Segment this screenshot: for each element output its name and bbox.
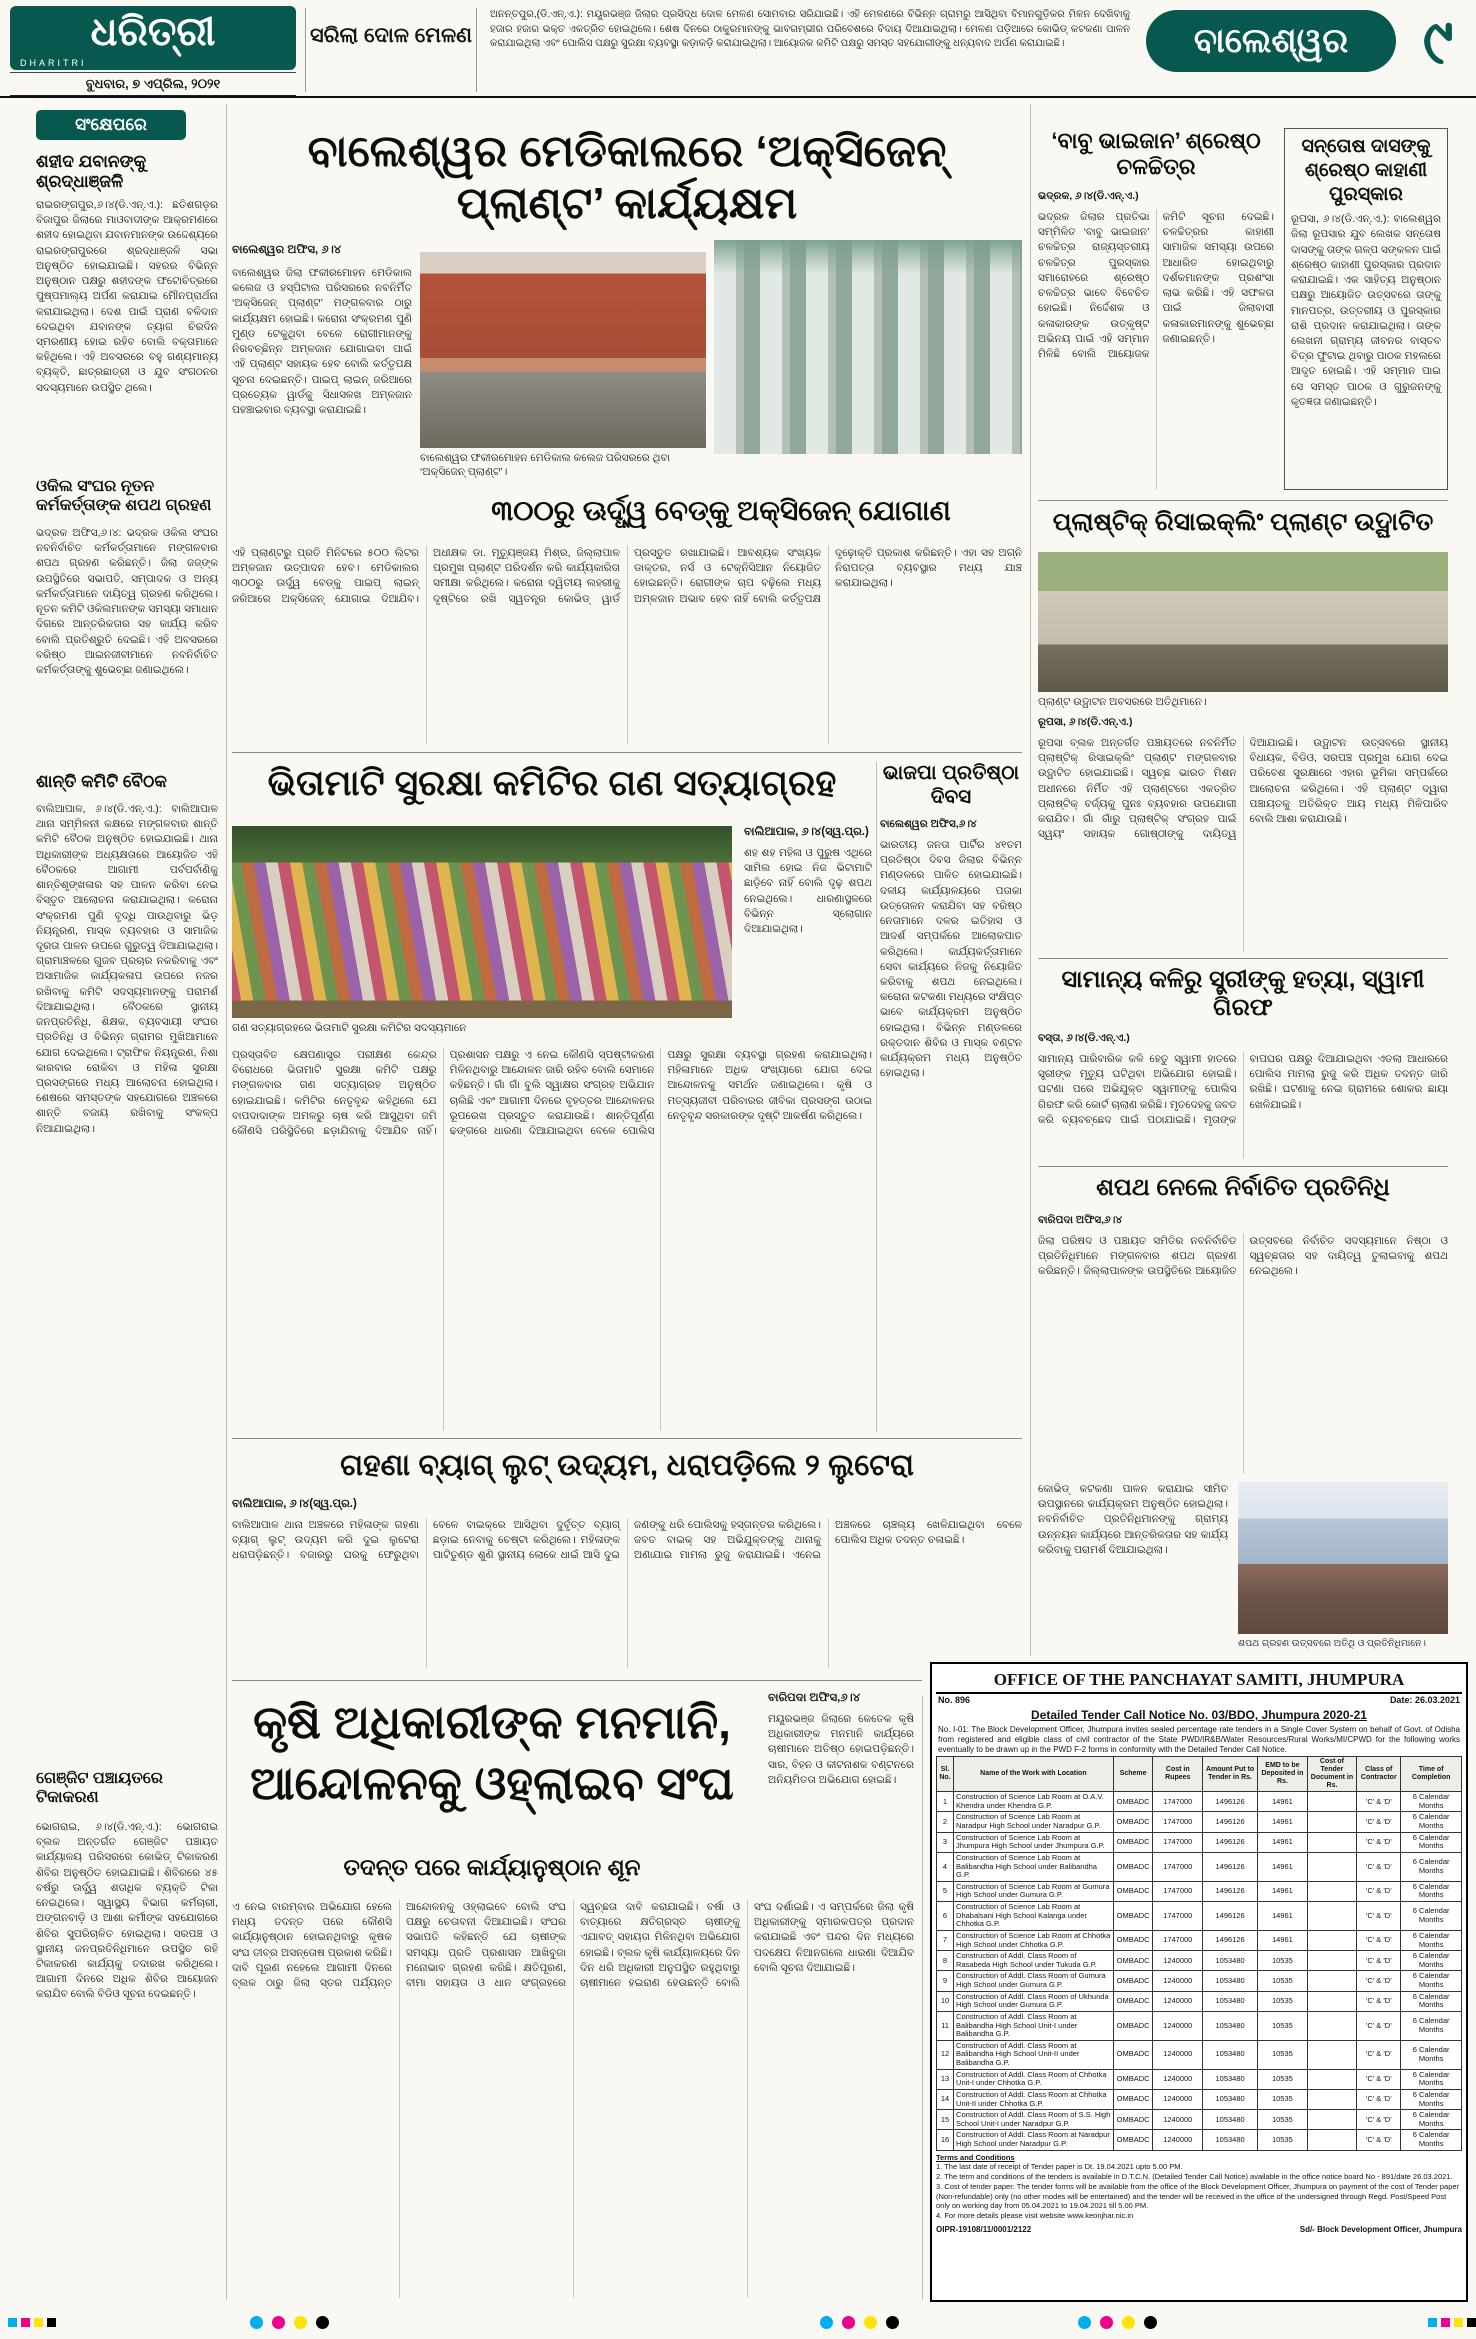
tender-table-cell: 5 bbox=[937, 1881, 954, 1901]
tender-table-cell: 16 bbox=[937, 2130, 954, 2150]
plastic-body: ରୂପସା ବ୍ଲକ ଅନ୍ତର୍ଗତ ପଞ୍ଚାୟତରେ ନବନିର୍ମିତ ପ୍ଲାଷ୍ଟିକ୍ ରିସାଇକ୍ଲିଂ ପ୍ଲାଣ୍ଟ ମଙ୍ଗଳବାର ଉଦ୍ଘାଟିତ ହୋଇଯାଇଛି। ସ୍ୱଚ୍ଛ ଭାରତ ମିଶନ ଅଧୀନରେ ନିର୍ମିତ ଏହି ପ୍ଲାଣ୍ଟରେ ଏକତ୍ରିତ ପ୍ଲାଷ୍ଟିକ୍ ବର୍ଜ୍ୟକୁ ପୁନଃ ବ୍ୟବହାର ଉପଯୋଗୀ କରାଯିବ। ଗାଁ ଗାଁରୁ ପ୍ଲାଷ୍ଟିକ୍ ସଂଗ୍ରହ ପାଇଁ ସ୍ୱୟଂ ସହାୟକ ଗୋଷ୍ଠୀଙ୍କୁ ଦାୟିତ୍ୱ ଦିଆଯାଇଛି। ଉଦ୍ଘାଟନ ଉତ୍ସବରେ ସ୍ଥାନୀୟ ବିଧାୟକ, ବିଡିଓ, ସରପଞ୍ଚ ପ୍ରମୁଖ ଯୋଗ ଦେଇ ପରିବେଶ ସୁରକ୍ଷାରେ ଏହାର ଭୂମିକା ସମ୍ପର୍କରେ ଆଲୋଚନା କରିଥିଲେ। ଏହି ପ୍ଲାଣ୍ଟ ଦ୍ୱାରା ପଞ୍ଚାୟତକୁ ଅତିରିକ୍ତ ଆୟ ମଧ୍ୟ ମିଳିପାରିବ ବୋଲି ଆଶା କରାଯାଉଛି। bbox=[1038, 737, 1448, 841]
page-number: ୯ bbox=[1422, 8, 1454, 77]
krushi-headline: କୃଷି ଅଧିକାରୀଙ୍କ ମନମାନି, ଆନ୍ଦୋଳନକୁ ଓହ୍ଲାଇବ ସଂଘ bbox=[250, 1696, 734, 1809]
gahana-headline: ଗହଣା ବ୍ୟାଗ୍ ଲୁଟ୍ ଉଦ୍ୟମ, ଧରାପଡ଼ିଲେ ୨ ଲୁଟେରା bbox=[340, 1449, 914, 1482]
tender-table-cell: 1496126 bbox=[1203, 1852, 1258, 1881]
divider bbox=[232, 752, 1022, 753]
tender-table-cell bbox=[1307, 2110, 1357, 2130]
tender-table-cell: 1053480 bbox=[1203, 1951, 1258, 1971]
tender-term: 3. Cost of tender paper: The tender forms will be available from the office of the Block Development Officer, Jhumpura on payment of the cost of Tender paper (Non-refundable) only (no other modes will be entertained) and the tender will be received in the office of the undersigned through Regd. Post/Speed Post only on working day from 05.04.2021 to 19.04.2021 till 5.00 PM. bbox=[936, 2181, 1460, 2211]
yellow-mark bbox=[1122, 2316, 1135, 2329]
tender-table-row bbox=[937, 2040, 1462, 2069]
tender-table-cell: 12 bbox=[937, 2040, 954, 2069]
tender-table-cell: OMBADC bbox=[1113, 1951, 1153, 1971]
tender-table-cell: Construction of Addl. Class Room of Ukhunda High School under Gumura G.P. bbox=[954, 1991, 1114, 2011]
sidebar-item-headline: ଶାନ୍ତି କମିଟି ବୈଠକ bbox=[36, 772, 167, 791]
tender-column-header: Name of the Work with Location bbox=[954, 1757, 1114, 1792]
tender-table-row bbox=[937, 1902, 1462, 1931]
tender-table-cell: Construction of Addl. Class Room of Gumura High School under Gumura G.P. bbox=[954, 1971, 1114, 1991]
tender-table-cell: Construction of Addl. Class Room at Balibandha High School Unit-II under Balibandha G.P. bbox=[954, 2040, 1114, 2069]
black-mark bbox=[1144, 2316, 1157, 2329]
main-article-body-continued: ଏହି ପ୍ଲାଣ୍ଟରୁ ପ୍ରତି ମିନିଟରେ ୫୦୦ ଲିଟର ଅମ୍ଳଜାନ ଉତ୍ପାଦନ ହେବ। ମେଡିକାଲର ୩୦୦ରୁ ଊର୍ଦ୍ଧ୍ୱ ବେଡ୍‌କୁ ପାଇପ୍ ଲାଇନ୍ ଜରିଆରେ ଅକ୍ସିଜେନ୍ ଯୋଗାଇ ଦିଆଯିବ। ଅଧୀକ୍ଷକ ଡା. ମୃତ୍ୟୁଞ୍ଜୟ ମିଶ୍ର, ଜିଲ୍ଲାପାଳ ପ୍ରମୁଖ ପ୍ଲାଣ୍ଟ ପରିଦର୍ଶନ କରି କାର୍ଯ୍ୟକାରିତା ସମୀକ୍ଷା କରିଥିଲେ। କରୋନା ଦ୍ୱିତୀୟ ଲହରୀକୁ ଦୃଷ୍ଟିରେ ରଖି ସ୍ୱତନ୍ତ୍ର କୋଭିଡ୍ ୱାର୍ଡ ପ୍ରସ୍ତୁତ ରଖାଯାଇଛି। ଆବଶ୍ୟକ ସଂଖ୍ୟକ ଡାକ୍ତର, ନର୍ସ ଓ ଟେକ୍ନିସିଆନ ନିୟୋଜିତ ହୋଇଛନ୍ତି। ରୋଗୀଙ୍କ ଚାପ ବଢ଼ିଲେ ମଧ୍ୟ ଅମ୍ଳଜାନ ଅଭାବ ହେବ ନାହିଁ ବୋଲି କର୍ତ୍ତୃପକ୍ଷ ଦୃଢ଼ୋକ୍ତି ପ୍ରକାଶ କରିଛନ୍ତି। ଏହା ସହ ଅଗ୍ନି ନିରାପତ୍ତା ବ୍ୟବସ୍ଥାର ମଧ୍ୟ ଯାଞ୍ଚ କରାଯାଇଥିଲା। bbox=[232, 547, 1022, 605]
tender-column-header: Sl. No. bbox=[937, 1757, 954, 1792]
tender-table-cell: 14961 bbox=[1258, 1930, 1308, 1950]
tender-table-cell: 10 bbox=[937, 1991, 954, 2011]
tender-table-cell: 13 bbox=[937, 2069, 954, 2089]
tender-table-cell: 'C' & 'D' bbox=[1357, 1991, 1401, 2011]
sidebar-item-headline: ଶହୀଦ ଯବାନଙ୍କୁ ଶ୍ରଦ୍ଧାଞ୍ଜଳି bbox=[36, 152, 147, 192]
tender-table-cell: Construction of Addl. Class Room of S.S. High School Unit-I under Naradpur G.P. bbox=[954, 2110, 1114, 2130]
divider bbox=[1038, 1166, 1448, 1167]
satyagraha-body-continued: ପ୍ରସ୍ତାବିତ କ୍ଷେପଣାସ୍ତ୍ର ପରୀକ୍ଷଣ କେନ୍ଦ୍ର ବିରୋଧରେ ଭିତାମାଟି ସୁରକ୍ଷା କମିଟି ପକ୍ଷରୁ ମଙ୍ଗଳବାର ଗଣ ସତ୍ୟାଗ୍ରହ ଅନୁଷ୍ଠିତ ହୋଇଯାଇଛି। କମିଟିର ନେତୃବୃନ୍ଦ କହିଥିଲେ ଯେ ବାପଦାଦାଙ୍କ ଅମଳରୁ ଚାଷ କରି ଆସୁଥିବା ଜମି କୌଣସି ପରିସ୍ଥିତିରେ ଛଡ଼ାଯିବାକୁ ଦିଆଯିବ ନାହିଁ। ପ୍ରଶାସନ ପକ୍ଷରୁ ଏ ନେଇ କୌଣସି ସ୍ପଷ୍ଟୀକରଣ ମିଳିନଥିବାରୁ ଆନ୍ଦୋଳନ ଜାରି ରହିବ ବୋଲି ସେମାନେ କହିଛନ୍ତି। ଗାଁ ଗାଁ ବୁଲି ସ୍ୱାକ୍ଷର ସଂଗ୍ରହ ଅଭିଯାନ ଚାଲିଛି ଏବଂ ଆଗାମୀ ଦିନରେ ବୃହତ୍ତର ଆନ୍ଦୋଳନର ରୂପରେଖ ପ୍ରସ୍ତୁତ କରାଯାଉଛି। ଶାନ୍ତିପୂର୍ଣ୍ଣ ଢଙ୍ଗରେ ଧାରଣା ଦିଆଯାଇଥିବା ବେଳେ ପୋଲିସ ପକ୍ଷରୁ ସୁରକ୍ଷା ବ୍ୟବସ୍ଥା ଗ୍ରହଣ କରାଯାଇଥିଲା। ମହିଳାମାନେ ଅଧିକ ସଂଖ୍ୟାରେ ଯୋଗ ଦେଇ ଆନ୍ଦୋଳନକୁ ସମର୍ଥନ ଜଣାଇଥିଲେ। କୃଷି ଓ ମତ୍ସ୍ୟଜୀବୀ ପରିବାରର ଜୀବିକା ପ୍ରସଙ୍ଗ ଉଠାଇ ନେତୃବୃନ୍ଦ ସରକାରଙ୍କ ଦୃଷ୍ଟି ଆକର୍ଷଣ କରିଥିଲେ। bbox=[232, 1049, 872, 1138]
tender-table-cell: OMBADC bbox=[1113, 2011, 1153, 2040]
tender-date: Date: 26.03.2021 bbox=[1389, 1695, 1460, 1705]
oath-dateline: ବାରିପଦା ଅଫିସ,୬।୪ bbox=[1038, 1214, 1123, 1226]
sidebar-item-body: ବାଲିଆପାଳ, ୬।୪(ଡି.ଏନ୍.ଏ.): ବାଲିଆପାଳ ଥାନା ସମ୍ମିଳନୀ କକ୍ଷରେ ମଙ୍ଗଳବାର ଶାନ୍ତି କମିଟି ବୈଠକ ଅନୁଷ୍ଠିତ ହୋଇଯାଇଛି। ଥାନା ଅଧିକାରୀଙ୍କ ଅଧ୍ୟକ୍ଷତାରେ ଆୟୋଜିତ ଏହି ବୈଠକରେ ଆଗାମୀ ପର୍ବପର୍ବାଣିକୁ ଶାନ୍ତିଶୃଙ୍ଖଳାର ସହ ପାଳନ କରିବା ନେଇ ବିସ୍ତୃତ ଆଲୋଚନା କରାଯାଇଥିଲା। କରୋନା ସଂକ୍ରମଣ ପୁଣି ବୃଦ୍ଧି ପାଉଥିବାରୁ ଭିଡ଼ ନିୟନ୍ତ୍ରଣ, ମାସ୍କ ବ୍ୟବହାର ଓ ସାମାଜିକ ଦୂରତା ପାଳନ ଉପରେ ଗୁରୁତ୍ୱ ଦିଆଯାଇଥିଲା। ଗ୍ରାମାଞ୍ଚଳରେ ଗୁଜବ ପ୍ରଚାର ନକରିବାକୁ ଏବଂ ଅସାମାଜିକ କାର୍ଯ୍ୟକଳାପ ଉପରେ ନଜର ରଖିବାକୁ କମିଟି ସଦସ୍ୟମାନଙ୍କୁ ପରାମର୍ଶ ଦିଆଯାଇଥିଲା। ବୈଠକରେ ସ୍ଥାନୀୟ ଜନପ୍ରତିନିଧି, ଶିକ୍ଷକ, ବ୍ୟବସାୟୀ ସଂଘର ପ୍ରତିନିଧି ଓ ବିଭିନ୍ନ ଗ୍ରାମର ମୁଖିଆମାନେ ଯୋଗ ଦେଇଥିଲେ। ଟ୍ରାଫିକ ନିୟନ୍ତ୍ରଣ, ନିଶା କାରବାର ରୋକିବା ଓ ମହିଳା ସୁରକ୍ଷା ପ୍ରସଙ୍ଗରେ ମଧ୍ୟ ଆଲୋଚନା ହୋଇଥିଲା। ଶେଷରେ ସମସ୍ତଙ୍କ ସହଯୋଗରେ ଅଞ୍ଚଳରେ ଶାନ୍ତି ବଜାୟ ରଖିବାକୁ ସଂକଳ୍ପ ନିଆଯାଇଥିଲା। bbox=[36, 803, 218, 1135]
sidebar-item-headline: ଗେଞ୍ଜିଟ ପଞ୍ଚାୟତରେ ଟିକାକରଣ bbox=[36, 1770, 163, 1806]
tender-table-cell: 'C' & 'D' bbox=[1357, 1971, 1401, 1991]
tender-table-cell bbox=[1307, 1832, 1357, 1852]
babu-dateline: ଭଦ୍ରକ, ୬।୪(ଡି.ଏନ୍.ଏ.) bbox=[1038, 190, 1139, 202]
tender-table-cell: 6 Calendar Months bbox=[1401, 1881, 1462, 1901]
tender-table-cell: 1 bbox=[937, 1792, 954, 1812]
tender-table-cell: 1747000 bbox=[1153, 1852, 1203, 1881]
award-headline: ସନ୍ତୋଷ ଦାସଙ୍କୁ ଶ୍ରେଷ୍ଠ କାହାଣୀ ପୁରସ୍କାର bbox=[1301, 136, 1431, 205]
tender-table-cell: 1240000 bbox=[1153, 2040, 1203, 2069]
oath-ceremony-photo bbox=[1238, 1482, 1448, 1634]
tender-table-row bbox=[937, 1971, 1462, 1991]
murder-body: ସାମାନ୍ୟ ପାରିବାରିକ କଳି ହେତୁ ସ୍ୱାମୀ ହାତରେ ସ୍ତ୍ରୀଙ୍କ ମୃତ୍ୟୁ ଘଟିଥିବା ଅଭିଯୋଗ ହୋଇଛି। ଘଟଣା ପରେ ଅଭିଯୁକ୍ତ ସ୍ୱାମୀଙ୍କୁ ପୋଲିସ ଗିରଫ କରି କୋର୍ଟ ଚାଲାଣ କରିଛି। ମୃତଦେହକୁ ଜବତ କରି ବ୍ୟବଚ୍ଛେଦ ପାଇଁ ପଠାଯାଇଛି। ମୃତାଙ୍କ ବାପଘର ପକ୍ଷରୁ ଦିଆଯାଇଥିବା ଏତଲା ଆଧାରରେ ପୋଲିସ ମାମଲା ରୁଜୁ କରି ଅଧିକ ତଦନ୍ତ ଜାରି ରଖିଛି। ଘଟଣାକୁ ନେଇ ଗ୍ରାମରେ ଶୋକର ଛାୟା ଖେଳିଯାଇଛି। bbox=[1038, 1053, 1448, 1126]
divider bbox=[232, 1438, 1022, 1439]
tender-table-cell: 1747000 bbox=[1153, 1930, 1203, 1950]
yellow-mark bbox=[294, 2316, 307, 2329]
medical-college-photo bbox=[420, 252, 706, 448]
tender-table-cell: 2 bbox=[937, 1812, 954, 1832]
tender-table-cell: 'C' & 'D' bbox=[1357, 1930, 1401, 1950]
medical-college-photo-caption: ବାଲେଶ୍ୱର ଫକୀରମୋହନ ମେଡିକାଲ କଲେଜ ପରିସରରେ ଥିବା ‘ଅକ୍ସିଜେନ୍ ପ୍ଲାଣ୍ଟ’। bbox=[420, 452, 671, 478]
murder-dateline: ବସ୍ତା, ୬।୪(ଡି.ଏନ୍.ଏ.) bbox=[1038, 1032, 1130, 1044]
tender-table-row bbox=[937, 1852, 1462, 1881]
tender-table-cell bbox=[1307, 2069, 1357, 2089]
magenta-mark bbox=[272, 2316, 285, 2329]
cyan-mark bbox=[250, 2316, 263, 2329]
krushi-body-continued: ଏ ନେଇ ବାରମ୍ବାର ଅଭିଯୋଗ ହେଲେ ମଧ୍ୟ ତଦନ୍ତ ପରେ କୌଣସି କାର୍ଯ୍ୟାନୁଷ୍ଠାନ ହୋଇନଥିବାରୁ କୃଷକ ସଂଘ ତୀବ୍ର ଅସନ୍ତୋଷ ପ୍ରକାଶ କରିଛି। ଦାବି ପୂରଣ ନହେଲେ ଆଗାମୀ ଦିନରେ ବ୍ଲକ ଠାରୁ ଜିଲା ସ୍ତର ପର୍ଯ୍ୟନ୍ତ ଆନ୍ଦୋଳନକୁ ଓହ୍ଲାଇବେ ବୋଲି ସଂଘ ପକ୍ଷରୁ ଚେତାବନୀ ଦିଆଯାଇଛି। ସଂଘର ସଭାପତି କହିଛନ୍ତି ଯେ ଚାଷୀଙ୍କ ସମସ୍ୟା ପ୍ରତି ପ୍ରଶାସନ ଆଖିବୁଜା ମନୋଭାବ ଗ୍ରହଣ କରିଛି। କ୍ଷତିପୂରଣ, ବୀମା ସହାୟତା ଓ ଧାନ ସଂଗ୍ରହରେ ସ୍ୱଚ୍ଛତା ଦାବି କରାଯାଇଛି। ବର୍ଷା ଓ ବାତ୍ୟାରେ କ୍ଷତିଗ୍ରସ୍ତ ଚାଷୀଙ୍କୁ ଏଯାବତ୍ ସହାୟତା ମିଳିନଥିବା ଅଭିଯୋଗ ହୋଇଛି। ବ୍ଲକ କୃଷି କାର୍ଯ୍ୟାଳୟରେ ଦିନ ଦିନ ଧରି ଅଧିକାରୀ ଅନୁପସ୍ଥିତ ରହୁଥିବାରୁ ଚାଷୀମାନେ ହଇରାଣ ହେଉଛନ୍ତି ବୋଲି ସଂଘ ଦର୍ଶାଇଛି। ଏ ସମ୍ପର୍କରେ ଜିଲା କୃଷି ଅଧିକାରୀଙ୍କୁ ସ୍ମାରକପତ୍ର ପ୍ରଦାନ କରାଯାଇଛି ଏବଂ ପନ୍ଦର ଦିନ ମଧ୍ୟରେ ପଦକ୍ଷେପ ନିଆନଗଲେ ଧାରଣା ଦିଆଯିବ ବୋଲି ସୂଚନା ଦିଆଯାଇଛି। bbox=[232, 1901, 914, 1990]
sidebar-item-body: ରାଇରଙ୍ଗପୁର,୬।୪(ଡି.ଏନ୍.ଏ.): ଛତିଶଗଡ଼ର ବିଜାପୁର ଜିଲାରେ ମାଓବାଦୀଙ୍କ ଆକ୍ରମଣରେ ଶହୀଦ ହୋଇଥିବା ଯବାନମାନଙ୍କ ଉଦ୍ଦେଶ୍ୟରେ ରାଇରଙ୍ଗପୁରରେ ଶ୍ରଦ୍ଧାଞ୍ଜଳି ସଭା ଅନୁଷ୍ଠିତ ହୋଇଯାଇଛି। ସହରର ବିଭିନ୍ନ ଅନୁଷ୍ଠାନ ପକ୍ଷରୁ ଶହୀଦଙ୍କ ଫଟୋଚିତ୍ରରେ ପୁଷ୍ପମାଲ୍ୟ ଅର୍ପଣ କରାଯାଇ ମୌନପ୍ରାର୍ଥନା କରାଯାଇଥିଲା। ଦେଶ ପାଇଁ ପ୍ରାଣ ବଳିଦାନ ଦେଇଥିବା ଯବାନଙ୍କ ତ୍ୟାଗ ଚିରଦିନ ସ୍ମରଣୀୟ ହୋଇ ରହିବ ବୋଲି ବକ୍ତାମାନେ କହିଥିଲେ। ଏହି ଅବସରରେ ବହୁ ଗଣ୍ୟମାନ୍ୟ ବ୍ୟକ୍ତି, ଛାତ୍ରଛାତ୍ରୀ ଓ ଯୁବ ସଂଗଠନର ସଦସ୍ୟମାନେ ଉପସ୍ଥିତ ଥିଲେ। bbox=[36, 199, 218, 394]
tender-table-cell: 1053480 bbox=[1203, 2040, 1258, 2069]
oath-body-continued: କୋଭିଡ୍ କଟକଣା ପାଳନ କରାଯାଇ ସୀମିତ ଉପସ୍ଥାନରେ କାର୍ଯ୍ୟକ୍ରମ ଅନୁଷ୍ଠିତ ହୋଇଥିଲା। ନବନିର୍ବାଚିତ ପ୍ରତିନିଧିମାନଙ୍କୁ ଗ୍ରାମ୍ୟ ଉନ୍ନୟନ କାର୍ଯ୍ୟରେ ଆନ୍ତରିକତାର ସହ କାର୍ଯ୍ୟ କରିବାକୁ ପରାମର୍ଶ ଦିଆଯାଇଥିଲା। bbox=[1038, 1483, 1228, 1556]
tender-oipr-code: OIPR-19108/11/0001/2122 bbox=[936, 2224, 1032, 2234]
gahana-body: ବାଲିଆପାଳ ଥାନା ଅଞ୍ଚଳରେ ମହିଳାଙ୍କ ଗହଣା ବ୍ୟାଗ୍ ଲୁଟ୍ ଉଦ୍ୟମ କରି ଦୁଇ ଲୁଟେରା ଧରାପଡ଼ିଛନ୍ତି। ବଜାରରୁ ଘରକୁ ଫେରୁଥିବା ବେଳେ ବାଇକ୍‌ରେ ଆସିଥିବା ଦୁର୍ବୃତ୍ତ ବ୍ୟାଗ୍ ଛଡ଼ାଇ ନେବାକୁ ଚେଷ୍ଟା କରିଥିଲେ। ମହିଳାଙ୍କ ପାଟିତୁଣ୍ଡ ଶୁଣି ସ୍ଥାନୀୟ ଲୋକେ ଧାଇଁ ଆସି ଦୁଇ ଜଣଙ୍କୁ ଧରି ପୋଲିସକୁ ହସ୍ତାନ୍ତର କରିଥିଲେ। ଜବତ ବାଇକ୍ ସହ ଅଭିଯୁକ୍ତଙ୍କୁ ଥାନାକୁ ଅଣାଯାଇ ମାମଲା ରୁଜୁ କରାଯାଇଛି। ଏନେଇ ଅଞ୍ଚଳରେ ଚାଞ୍ଚଲ୍ୟ ଖେଳିଯାଇଥିବା ବେଳେ ପୋଲିସ ଅଧିକ ତଦନ୍ତ ଚଳାଇଛି। bbox=[232, 1519, 1022, 1562]
tender-column-header: EMD to be Deposited in Rs. bbox=[1258, 1757, 1308, 1792]
tender-table-cell: 1053480 bbox=[1203, 2110, 1258, 2130]
tender-table-cell: 'C' & 'D' bbox=[1357, 1812, 1401, 1832]
tender-table-cell bbox=[1307, 1930, 1357, 1950]
tender-table-row bbox=[937, 1951, 1462, 1971]
tender-table-cell: 1496126 bbox=[1203, 1930, 1258, 1950]
masthead-logo: ଧରିତ୍ରୀ bbox=[90, 10, 216, 54]
oxygen-plant-photo bbox=[714, 240, 1022, 454]
tender-table-cell: 14961 bbox=[1258, 1902, 1308, 1931]
tender-table-cell: 'C' & 'D' bbox=[1357, 2130, 1401, 2150]
registration-marks bbox=[820, 2316, 899, 2329]
tender-table-cell: 6 Calendar Months bbox=[1401, 1812, 1462, 1832]
tender-table-cell: 1496126 bbox=[1203, 1832, 1258, 1852]
bjp-headline: ଭାଜପା ପ୍ରତିଷ୍ଠା ଦିବସ bbox=[882, 762, 1020, 808]
magenta-mark bbox=[1100, 2316, 1113, 2329]
tender-table-cell: OMBADC bbox=[1113, 1930, 1153, 1950]
tender-table-cell: 1747000 bbox=[1153, 1832, 1203, 1852]
tender-terms bbox=[936, 2151, 1462, 2221]
tender-table-cell: OMBADC bbox=[1113, 1812, 1153, 1832]
tender-table-cell: 6 Calendar Months bbox=[1401, 1951, 1462, 1971]
tender-table-body bbox=[937, 1792, 1462, 2151]
tender-table-cell: 9 bbox=[937, 1971, 954, 1991]
award-body: ରୂପସା, ୬।୪(ଡି.ଏନ୍.ଏ.): ବାଲେଶ୍ୱର ଜିଲା ରୂପସାର ଯୁବ ଲେଖକ ସନ୍ତୋଷ ଦାସଙ୍କୁ ତାଙ୍କ ଗଳ୍ପ ସଙ୍କଳନ ପାଇଁ ଶ୍ରେଷ୍ଠ କାହାଣୀ ପୁରସ୍କାର ପ୍ରଦାନ କରାଯାଇଛି। ଏକ ସାହିତ୍ୟ ଅନୁଷ୍ଠାନ ପକ୍ଷରୁ ଆୟୋଜିତ ଉତ୍ସବରେ ତାଙ୍କୁ ମାନପତ୍ର, ଉତ୍ତରୀୟ ଓ ପୁରସ୍କାର ରାଶି ପ୍ରଦାନ କରାଯାଇଥିଲା। ତାଙ୍କ ଲେଖନୀ ଗ୍ରାମ୍ୟ ଜୀବନର ବାସ୍ତବ ଚିତ୍ର ଫୁଟାଇ ଥିବାରୁ ପାଠକ ମହଲରେ ଆଦୃତ ହୋଇଛି। ଏହି ସମ୍ମାନ ପାଇ ସେ ସମସ୍ତ ପାଠକ ଓ ଗୁରୁଜନଙ୍କୁ କୃତଜ୍ଞତା ଜଣାଇଛନ୍ତି। bbox=[1291, 213, 1441, 408]
tender-table-cell: 1240000 bbox=[1153, 1971, 1203, 1991]
tender-table-cell: 15 bbox=[937, 2110, 954, 2130]
tender-table-head-row bbox=[937, 1757, 1462, 1792]
tender-table-cell: 14961 bbox=[1258, 1832, 1308, 1852]
tender-table-cell: 'C' & 'D' bbox=[1357, 2069, 1401, 2089]
tender-table-cell: 1240000 bbox=[1153, 2069, 1203, 2089]
tender-table-cell: 'C' & 'D' bbox=[1357, 1951, 1401, 1971]
tender-table-cell: 1240000 bbox=[1153, 1951, 1203, 1971]
tender-table-cell: 6 Calendar Months bbox=[1401, 2089, 1462, 2109]
tender-table-cell: 10535 bbox=[1258, 1971, 1308, 1991]
tender-table-cell: 'C' & 'D' bbox=[1357, 1881, 1401, 1901]
tender-table-cell: 1496126 bbox=[1203, 1902, 1258, 1931]
tender-table-cell: OMBADC bbox=[1113, 2130, 1153, 2150]
satyagraha-dateline: ବାଲିଆପାଳ, ୬।୪(ସ୍ୱ.ପ୍ର.) bbox=[744, 826, 869, 838]
tender-table-cell bbox=[1307, 1881, 1357, 1901]
tender-office-title: OFFICE OF THE PANCHAYAT SAMITI, JHUMPURA bbox=[936, 1668, 1462, 1694]
header-brief-body: ଅନନ୍ତପୁର,(ଡି.ଏନ୍.ଏ.): ମୟୂରଭଞ୍ଜ ଜିଲାର ପ୍ରସିଦ୍ଧ ଦୋଳ ମେଳଣ ସୋମବାର ସରିଯାଇଛି। ଏହି ମେଳଣରେ ବିଭିନ୍ନ ଗ୍ରାମରୁ ଆସିଥିବା ବିମାନଗୁଡ଼ିକର ମିଳନ ଦେଖିବାକୁ ହଜାର ହଜାର ଭକ୍ତ ଏକତ୍ରିତ ହୋଇଥିଲେ। ଶେଷ ଦିନରେ ଠାକୁରମାନଙ୍କୁ ଭାବଗମ୍ଭୀର ପରିବେଶରେ ବିଦାୟ ଦିଆଯାଇଥିଲା। ମେଳଣ ପଡ଼ିଆରେ କୋଭିଡ୍ କଟକଣା ପାଳନ କରାଯାଇଥିଲା ଏବଂ ପୋଲିସ ପକ୍ଷରୁ ସୁରକ୍ଷା ବ୍ୟବସ୍ଥା କଡ଼ାକଡ଼ି କରାଯାଇଥିଲା। ଆୟୋଜକ କମିଟି ପକ୍ଷରୁ ସମସ୍ତ ସହଯୋଗୀଙ୍କୁ ଧନ୍ୟବାଦ ଅର୍ପଣ କରାଯାଇଛି। bbox=[490, 9, 1130, 49]
bjp-body: ଭାରତୀୟ ଜନତା ପାର୍ଟିର ୪୧ତମ ପ୍ରତିଷ୍ଠା ଦିବସ ଜିଲାର ବିଭିନ୍ନ ମଣ୍ଡଳରେ ପାଳିତ ହୋଇଯାଇଛି। ଦଳୀୟ କାର୍ଯ୍ୟାଳୟରେ ପତାକା ଉତ୍ତୋଳନ କରାଯିବା ସହ ବରିଷ୍ଠ ନେତାମାନେ ଦଳର ଇତିହାସ ଓ ଆଦର୍ଶ ସମ୍ପର୍କରେ ଆଲୋକପାତ କରିଥିଲେ। କାର୍ଯ୍ୟକର୍ତ୍ତାମାନେ ସେବା କାର୍ଯ୍ୟରେ ନିଜକୁ ନିୟୋଜିତ କରିବାକୁ ଶପଥ ନେଇଥିଲେ। କରୋନା କଟକଣା ମଧ୍ୟରେ ସଂକ୍ଷିପ୍ତ ଭାବେ କାର୍ଯ୍ୟକ୍ରମ ଅନୁଷ୍ଠିତ ହୋଇଥିଲା। ବିଭିନ୍ନ ମଣ୍ଡଳରେ ରକ୍ତଦାନ ଶିବିର ଓ ମାସ୍କ ବଣ୍ଟନ କାର୍ଯ୍ୟକ୍ରମ ମଧ୍ୟ ଅନୁଷ୍ଠିତ ହୋଇଥିଲା। bbox=[880, 839, 1022, 1080]
tender-table-cell: OMBADC bbox=[1113, 1792, 1153, 1812]
tender-table-cell: 6 bbox=[937, 1902, 954, 1931]
tender-table-cell: 6 Calendar Months bbox=[1401, 2011, 1462, 2040]
tender-terms-list bbox=[936, 2162, 1462, 2221]
tender-table-cell: 14961 bbox=[1258, 1792, 1308, 1812]
tender-table-cell: 14961 bbox=[1258, 1881, 1308, 1901]
tender-table-cell: 1496126 bbox=[1203, 1812, 1258, 1832]
tender-table-cell: 'C' & 'D' bbox=[1357, 2089, 1401, 2109]
tender-table-cell: Construction of Science Lab Room at Gumura High School under Gumura G.P. bbox=[954, 1881, 1114, 1901]
bjp-dateline: ବାଲେଶ୍ୱର ଅଫିସ,୬।୪ bbox=[880, 818, 977, 830]
column-rule bbox=[1030, 104, 1031, 1656]
tender-table-cell: 1747000 bbox=[1153, 1902, 1203, 1931]
tender-table-cell: 'C' & 'D' bbox=[1357, 1902, 1401, 1931]
satyagraha-photo-caption: ଗଣ ସତ୍ୟାଗ୍ରହରେ ଭିତାମାଟି ସୁରକ୍ଷା କମିଟିର ସଦସ୍ୟମାନେ bbox=[232, 1022, 467, 1034]
tender-table-cell: 'C' & 'D' bbox=[1357, 2011, 1401, 2040]
award-box bbox=[1284, 128, 1448, 490]
tender-table-cell: 10535 bbox=[1258, 2110, 1308, 2130]
divider bbox=[232, 1680, 922, 1681]
tender-column-header: Amount Put to Tender in Rs. bbox=[1203, 1757, 1258, 1792]
tender-table-cell: 10535 bbox=[1258, 2130, 1308, 2150]
babu-headline: ‘ବାବୁ ଭାଇଜାନ’ ଶ୍ରେଷ୍ଠ ଚଳଚ୍ଚିତ୍ର bbox=[1051, 128, 1261, 179]
header-rule bbox=[0, 96, 1476, 98]
tender-table-row bbox=[937, 1792, 1462, 1812]
oath-photo-caption: ଶପଥ ଗ୍ରହଣ ଉତ୍ସବରେ ଅତିଥି ଓ ପ୍ରତିନିଧିମାନେ। bbox=[1238, 1638, 1426, 1649]
tender-table-cell: 'C' & 'D' bbox=[1357, 1792, 1401, 1812]
tender-table-cell: 1240000 bbox=[1153, 2130, 1203, 2150]
sidebar-item-body: ଭଦ୍ରକ ଅଫିସ,୬।୪: ଭଦ୍ରକ ଓକିଲ ସଂଘର ନବନିର୍ବାଚିତ କର୍ମକର୍ତ୍ତାମାନେ ମଙ୍ଗଳବାର ଶପଥ ଗ୍ରହଣ କରିଛନ୍ତି। ଜିଲା ଜଜ୍‌ଙ୍କ ଉପସ୍ଥିତିରେ ସଭାପତି, ସମ୍ପାଦକ ଓ ଅନ୍ୟ କର୍ମକର୍ତ୍ତାମାନେ ଦାୟିତ୍ୱ ଗ୍ରହଣ କରିଥିଲେ। ନୂତନ କମିଟି ଓକିଲମାନଙ୍କ ସମସ୍ୟା ସମାଧାନ ଦିଗରେ ଆନ୍ତରିକତାର ସହ କାର୍ଯ୍ୟ କରିବ ବୋଲି ପ୍ରତିଶ୍ରୁତି ଦେଇଛି। ଏହି ଅବସରରେ ବରିଷ୍ଠ ଆଇନଜୀବୀମାନେ ନବନିର୍ବାଚିତ କର୍ମକର୍ତ୍ତାଙ୍କୁ ଶୁଭେଚ୍ଛା ଜଣାଇଥିଲେ। bbox=[36, 527, 218, 676]
tender-table-cell: Construction of Science Lab Room at O.A.V. Khendra under Khendra G.P. bbox=[954, 1792, 1114, 1812]
tender-term: 2. The term and conditions of the tenders is available in D.T.C.N. (Detailed Tender Call Notice) available in the office notice board No - 891/date 26.03.2021. bbox=[936, 2172, 1453, 2182]
tender-table-cell: OMBADC bbox=[1113, 2089, 1153, 2109]
babu-body: ଭଦ୍ରକ ଜିଲାର ପ୍ରତିଭା ସମ୍ମିଳିତ ‘ବାବୁ ଭାଇଜାନ’ ଚଳଚ୍ଚିତ୍ର ରାଜ୍ୟସ୍ତରୀୟ ଚଳଚ୍ଚିତ୍ର ପୁରସ୍କାର ସମାରୋହରେ ଶ୍ରେଷ୍ଠ ଚଳଚ୍ଚିତ୍ର ଭାବେ ବିବେଚିତ ହୋଇଛି। ନିର୍ଦ୍ଦେଶକ ଓ କଳାକାରଙ୍କ ଉତ୍କୃଷ୍ଟ ଅଭିନୟ ପାଇଁ ଏହି ସମ୍ମାନ ମିଳିଛି ବୋଲି ଆୟୋଜକ କମିଟି ସୂଚନା ଦେଇଛି। ଚଳଚ୍ଚିତ୍ରର କାହାଣୀ ସାମାଜିକ ସମସ୍ୟା ଉପରେ ଆଧାରିତ ହୋଇଥିବାରୁ ଦର୍ଶକମାନଙ୍କ ପ୍ରଶଂସା ଲାଭ କରିଛି। ଏହି ସଫଳତା ପାଇଁ ଜିଲାବାସୀ କଳାକାରମାନଙ୍କୁ ଶୁଭେଚ୍ଛା ଜଣାଇଛନ୍ତି। bbox=[1038, 211, 1274, 360]
tender-table-cell: 6 Calendar Months bbox=[1401, 1792, 1462, 1812]
sidebar-title: ସଂକ୍ଷେପରେ bbox=[36, 110, 186, 140]
tender-table-cell: 3 bbox=[937, 1832, 954, 1852]
tender-table-cell: OMBADC bbox=[1113, 1881, 1153, 1901]
black-mark bbox=[886, 2316, 899, 2329]
cyan-mark bbox=[1078, 2316, 1091, 2329]
tender-table-cell: Construction of Addl. Class Room of Rasabeda High School under Tukuda G.P. bbox=[954, 1951, 1114, 1971]
divider bbox=[1038, 500, 1448, 501]
registration-strip-left bbox=[8, 2318, 56, 2327]
tender-table-cell: 8 bbox=[937, 1951, 954, 1971]
tender-table-row bbox=[937, 1930, 1462, 1950]
murder-headline: ସାମାନ୍ୟ କଳିରୁ ସ୍ତ୍ରୀଙ୍କୁ ହତ୍ୟା, ସ୍ୱାମୀ ଗିରଫ bbox=[1061, 966, 1425, 1022]
tender-table-cell: 6 Calendar Months bbox=[1401, 1852, 1462, 1881]
tender-table-cell: 1747000 bbox=[1153, 1881, 1203, 1901]
header-brief-title: ସରିଲା ଦୋଳ ମେଳଣ bbox=[305, 8, 477, 92]
tender-signature: Sd/- Block Development Officer, Jhumpura bbox=[1299, 2224, 1462, 2234]
tender-table-cell: 10535 bbox=[1258, 1991, 1308, 2011]
black-mark bbox=[316, 2316, 329, 2329]
tender-notice-title: Detailed Tender Call Notice No. 03/BDO, Jhumpura 2020-21 bbox=[1031, 1708, 1367, 1722]
tender-table-cell bbox=[1307, 2040, 1357, 2069]
tender-table-cell bbox=[1307, 2130, 1357, 2150]
column-rule bbox=[876, 762, 877, 1432]
tender-table-cell bbox=[1307, 2089, 1357, 2109]
tender-table-cell: Construction of Science Lab Room at Dhabalsani High School Kalanga under Chhotka G.P. bbox=[954, 1902, 1114, 1931]
tender-table-cell: 6 Calendar Months bbox=[1401, 1930, 1462, 1950]
tender-term: 4. For more details please visit website www.keonjhar.nic.in bbox=[936, 2211, 1134, 2221]
tender-table-cell: Construction of Addl. Class Room of Chhotka Unit-I under Chhotka G.P. bbox=[954, 2069, 1114, 2089]
tender-table-cell: 10535 bbox=[1258, 2040, 1308, 2069]
tender-column-header: Cost in Rupees bbox=[1153, 1757, 1203, 1792]
tender-table-cell: 11 bbox=[937, 2011, 954, 2040]
tender-table-cell: 6 Calendar Months bbox=[1401, 2040, 1462, 2069]
registration-marks bbox=[1078, 2316, 1157, 2329]
tender-table-cell: 6 Calendar Months bbox=[1401, 2130, 1462, 2150]
krushi-body: ମୟୂରଭଞ୍ଜ ଜିଲାରେ କେତେକ କୃଷି ଅଧିକାରୀଙ୍କ ମନମାନି କାର୍ଯ୍ୟରେ ଚାଷୀମାନେ ଅତିଷ୍ଠ ହୋଇପଡ଼ିଛନ୍ତି। ସାର, ବିହନ ଓ କୀଟନାଶକ ବଣ୍ଟନରେ ଅନିୟମିତତା ଅଭିଯୋଗ ହୋଇଛି। bbox=[768, 1713, 914, 1786]
magenta-mark bbox=[842, 2316, 855, 2329]
tender-table-cell: 6 Calendar Months bbox=[1401, 1832, 1462, 1852]
tender-table-cell: 6 Calendar Months bbox=[1401, 2069, 1462, 2089]
tender-table-cell bbox=[1307, 1902, 1357, 1931]
tender-table-cell bbox=[1307, 1812, 1357, 1832]
tender-table-cell: 14 bbox=[937, 2089, 954, 2109]
tender-terms-title: Terms and Conditions bbox=[936, 2152, 1015, 2162]
tender-table-cell: 1053480 bbox=[1203, 1971, 1258, 1991]
tender-table-cell: 10535 bbox=[1258, 1951, 1308, 1971]
tender-table-row bbox=[937, 2110, 1462, 2130]
masthead-date: ବୁଧବାର, ୭ ଏପ୍ରିଲ, ୨୦୨୧ bbox=[10, 72, 296, 97]
oath-headline: ଶପଥ ନେଲେ ନିର୍ବାଚିତ ପ୍ରତିନିଧି bbox=[1096, 1174, 1390, 1201]
tender-table-cell: 4 bbox=[937, 1852, 954, 1881]
tender-table-cell: 1053480 bbox=[1203, 2069, 1258, 2089]
tender-table-cell: 'C' & 'D' bbox=[1357, 2110, 1401, 2130]
tender-column-header: Scheme bbox=[1113, 1757, 1153, 1792]
krushi-dateline: ବାରିପଦା ଅଫିସ,୬।୪ bbox=[768, 1692, 861, 1704]
tender-table-cell: 1053480 bbox=[1203, 1991, 1258, 2011]
tender-table bbox=[936, 1756, 1462, 2151]
plastic-plant-photo bbox=[1038, 552, 1448, 692]
tender-table-row bbox=[937, 2130, 1462, 2150]
tender-table-cell: 10535 bbox=[1258, 2089, 1308, 2109]
main-article-subhead: ୩୦୦ରୁ ଊର୍ଦ୍ଧ୍ୱ ବେଡ୍‌କୁ ଅକ୍ସିଜେନ୍ ଯୋଗାଣ bbox=[491, 495, 951, 526]
tender-table-cell bbox=[1307, 1951, 1357, 1971]
tender-column-header: Cost of Tender Document in Rs. bbox=[1307, 1757, 1357, 1792]
tender-table-cell: 1053480 bbox=[1203, 2130, 1258, 2150]
tender-table-cell: OMBADC bbox=[1113, 1971, 1153, 1991]
tender-column-header: Time of Completion bbox=[1401, 1757, 1462, 1792]
tender-table-row bbox=[937, 1881, 1462, 1901]
plastic-headline: ପ୍ଲାଷ୍ଟିକ୍ ରିସାଇକ୍ଲିଂ ପ୍ଲାଣ୍ଟ ଉଦ୍ଘାଟିତ bbox=[1052, 508, 1434, 536]
tender-term: 1. The last date of receipt of Tender paper is Dt. 19.04.2021 upto 5.00 PM. bbox=[936, 2162, 1183, 2172]
tender-table-cell: 6 Calendar Months bbox=[1401, 2110, 1462, 2130]
tender-table-cell: 6 Calendar Months bbox=[1401, 1902, 1462, 1931]
main-article-headline: ବାଲେଶ୍ୱର ମେଡିକାଲରେ ‘ଅକ୍ସିଜେନ୍ ପ୍ଲାଣ୍ଟ’ କାର୍ଯ୍ୟକ୍ଷମ bbox=[307, 127, 947, 228]
edition-badge: ବାଲେଶ୍ୱର bbox=[1146, 10, 1396, 72]
tender-table-cell: 1747000 bbox=[1153, 1792, 1203, 1812]
tender-number: No. 896 bbox=[938, 1695, 971, 1705]
column-rule bbox=[226, 104, 227, 2300]
sidebar-item-headline: ଓକିଲ ସଂଘର ନୂତନ କର୍ମକର୍ତ୍ତାଙ୍କ ଶପଥ ଗ୍ରହଣ bbox=[36, 478, 212, 514]
cyan-mark bbox=[820, 2316, 833, 2329]
tender-table-cell: 1496126 bbox=[1203, 1881, 1258, 1901]
tender-table-cell: 10535 bbox=[1258, 2011, 1308, 2040]
yellow-mark bbox=[864, 2316, 877, 2329]
divider bbox=[1038, 958, 1448, 959]
tender-table-cell: Construction of Science Lab Room at Balibandha High School under Balibandha G.P. bbox=[954, 1852, 1114, 1881]
plastic-dateline: ରୂପସା, ୬।୪(ଡି.ଏନ୍.ଏ.) bbox=[1038, 716, 1133, 728]
satyagraha-crowd-photo bbox=[232, 826, 732, 1018]
gahana-dateline: ବାଲିଆପାଳ, ୬।୪(ସ୍ୱ.ପ୍ର.) bbox=[232, 1498, 357, 1510]
tender-table-cell bbox=[1307, 1971, 1357, 1991]
tender-table-cell: OMBADC bbox=[1113, 1991, 1153, 2011]
satyagraha-headline: ଭିତାମାଟି ସୁରକ୍ଷା କମିଟିର ଗଣ ସତ୍ୟାଗ୍ରହ bbox=[267, 762, 837, 803]
tender-table-cell: 14961 bbox=[1258, 1812, 1308, 1832]
tender-table-cell: 1240000 bbox=[1153, 2089, 1203, 2109]
plastic-photo-caption: ପ୍ଲାଣ୍ଟ ଉଦ୍ଘାଟନ ଅବସରରେ ଅତିଥିମାନେ। bbox=[1038, 696, 1207, 708]
tender-table-cell: 'C' & 'D' bbox=[1357, 1832, 1401, 1852]
tender-table-row bbox=[937, 1832, 1462, 1852]
tender-table-cell: OMBADC bbox=[1113, 2110, 1153, 2130]
masthead-logo-latin: DHARITRI bbox=[20, 58, 87, 68]
tender-table-row bbox=[937, 1991, 1462, 2011]
tender-table-cell: OMBADC bbox=[1113, 1832, 1153, 1852]
tender-notice bbox=[930, 1662, 1468, 2302]
tender-table-cell: 'C' & 'D' bbox=[1357, 1852, 1401, 1881]
tender-table-cell: Construction of Addl. Class Room at Naradpur High School under Naradpur G.P. bbox=[954, 2130, 1114, 2150]
main-article-dateline: ବାଲେଶ୍ୱର ଅଫିସ, ୬।୪ bbox=[232, 244, 342, 256]
tender-table-cell: 14961 bbox=[1258, 1852, 1308, 1881]
tender-table-cell bbox=[1307, 1852, 1357, 1881]
main-article-body: ବାଲେଶ୍ୱର ଜିଲା ଫକୀରମୋହନ ମେଡିକାଲ କଲେଜ ଓ ହସ୍ପିଟାଲ ପରିସରରେ ନବନିର୍ମିତ ‘ଅକ୍ସିଜେନ୍ ପ୍ଲାଣ୍ଟ’ ମଙ୍ଗଳବାର ଠାରୁ କାର୍ଯ୍ୟକ୍ଷମ ହୋଇଛି। କରୋନା ସଂକ୍ରମଣ ପୁଣି ମୁଣ୍ଡ ଟେକୁଥିବା ବେଳେ ରୋଗୀମାନଙ୍କୁ ନିରବଚ୍ଛିନ୍ନ ଅମ୍ଳଜାନ ଯୋଗାଇବା ପାଇଁ ଏହି ପ୍ଲାଣ୍ଟ ସହାୟକ ହେବ ବୋଲି କର୍ତ୍ତୃପକ୍ଷ ସୂଚନା ଦେଇଛନ୍ତି। ପାଇପ୍ ଲାଇନ୍ ଜରିଆରେ ପ୍ରତ୍ୟେକ ୱାର୍ଡକୁ ସିଧାସଳଖ ଅମ୍ଳଜାନ ପହଞ୍ଚାଇବାର ବ୍ୟବସ୍ଥା କରାଯାଇଛି। bbox=[232, 267, 412, 416]
registration-marks bbox=[250, 2316, 329, 2329]
tender-table-row bbox=[937, 2011, 1462, 2040]
tender-column-header: Class of Contractor bbox=[1357, 1757, 1401, 1792]
tender-table-cell: 1053480 bbox=[1203, 2011, 1258, 2040]
satyagraha-body: ଶହ ଶହ ମହିଳା ଓ ପୁରୁଷ ଏଥିରେ ସାମିଲ ହୋଇ ନିଜ ଭିଟାମାଟି ଛାଡ଼ିବେ ନାହିଁ ବୋଲି ଦୃଢ଼ ଶପଥ ନେଇଥିଲେ। ଧାରଣାସ୍ଥଳରେ ବିଭିନ୍ନ ସ୍ଲୋଗାନ ଦିଆଯାଇଥିଲା। bbox=[744, 847, 872, 936]
tender-table-cell: 1496126 bbox=[1203, 1792, 1258, 1812]
tender-table-cell: Construction of Addl. Class Room at Chhotka Unit-II under Chhotka G.P. bbox=[954, 2089, 1114, 2109]
tender-table-cell: 'C' & 'D' bbox=[1357, 2040, 1401, 2069]
tender-table-cell bbox=[1307, 1991, 1357, 2011]
tender-table-cell: 6 Calendar Months bbox=[1401, 1991, 1462, 2011]
tender-table-cell: 1240000 bbox=[1153, 2011, 1203, 2040]
krushi-subhead: ତଦନ୍ତ ପରେ କାର୍ଯ୍ୟାନୁଷ୍ଠାନ ଶୂନ bbox=[343, 1854, 641, 1880]
tender-table-cell bbox=[1307, 1792, 1357, 1812]
column-rule bbox=[922, 1696, 923, 2300]
sidebar-item-body: ଭୋଗରାଇ, ୬।୪(ଡି.ଏନ୍.ଏ.): ଭୋଗରାଇ ବ୍ଲକ ଅନ୍ତର୍ଗତ ଗେଞ୍ଜିଟ ପଞ୍ଚାୟତ କାର୍ଯ୍ୟାଳୟ ପରିସରରେ କୋଭିଡ୍ ଟିକାକରଣ ଶିବିର ଅନୁଷ୍ଠିତ ହୋଇଯାଇଛି। ଶିବିରରେ ୪୫ ବର୍ଷରୁ ଊର୍ଦ୍ଧ୍ୱ ଶତାଧିକ ବ୍ୟକ୍ତି ଟିକା ନେଇଥିଲେ। ସ୍ୱାସ୍ଥ୍ୟ ବିଭାଗ କର୍ମଚାରୀ, ଅଙ୍ଗନବାଡ଼ି ଓ ଆଶା କର୍ମୀଙ୍କ ସହଯୋଗରେ ଶିବିର ସୁପରିଚାଳିତ ହୋଇଥିଲା। ସରପଞ୍ଚ ଓ ସ୍ଥାନୀୟ ଜନପ୍ରତିନିଧିମାନେ ଉପସ୍ଥିତ ରହି ଟିକାକରଣ କାର୍ଯ୍ୟକୁ ତଦାରଖ କରିଥିଲେ। ଆଗାମୀ ଦିନରେ ଅଧିକ ଶିବିର ଆୟୋଜନ କରାଯିବ ବୋଲି ବିଡିଓ ସୂଚନା ଦେଇଛନ୍ତି। bbox=[36, 1821, 218, 2001]
oath-body: ଜିଲା ପରିଷଦ ଓ ପଞ୍ଚାୟତ ସମିତିର ନବନିର୍ବାଚିତ ପ୍ରତିନିଧିମାନେ ମଙ୍ଗଳବାର ଶପଥ ଗ୍ରହଣ କରିଛନ୍ତି। ଜିଲ୍ଲାପାଳଙ୍କ ଉପସ୍ଥିତିରେ ଆୟୋଜିତ ଉତ୍ସବରେ ନିର୍ବାଚିତ ସଦସ୍ୟମାନେ ନିଷ୍ଠା ଓ ସ୍ୱଚ୍ଛତାର ସହ ଦାୟିତ୍ୱ ତୁଲାଇବାକୁ ଶପଥ ନେଇଥିଲେ। bbox=[1038, 1235, 1448, 1278]
tender-table-cell: Construction of Science Lab Room at Naradpur High School under Naradpur G.P. bbox=[954, 1812, 1114, 1832]
tender-table-row bbox=[937, 2089, 1462, 2109]
tender-table-cell: 10535 bbox=[1258, 2069, 1308, 2089]
tender-table-cell: OMBADC bbox=[1113, 1902, 1153, 1931]
tender-table-cell: 1240000 bbox=[1153, 1991, 1203, 2011]
tender-table-cell: 1240000 bbox=[1153, 2110, 1203, 2130]
tender-table-cell: OMBADC bbox=[1113, 1852, 1153, 1881]
tender-table-cell: Construction of Science Lab Room at Chhotka High School under Chhotka G.P. bbox=[954, 1930, 1114, 1950]
tender-intro-text: No. I-01: The Block Development Officer, Jhumpura invites sealed percentage rate tenders in a Single Cover System on behalf of Govt. of Odisha from registered and eligible class of civil contractor of the State PWD/IR&B/Water Resources/Rural Works/MI/CPWD for the following works eventually to be drawn up in the PWD F-2 forms in conformity with the Detailed Tender Call Notice. bbox=[938, 1725, 1460, 1754]
masthead bbox=[10, 6, 296, 70]
tender-table-row bbox=[937, 1812, 1462, 1832]
tender-table-cell: OMBADC bbox=[1113, 2069, 1153, 2089]
tender-table-cell: Construction of Science Lab Room at Jhumpura High School under Jhumpura G.P. bbox=[954, 1832, 1114, 1852]
tender-table-cell: OMBADC bbox=[1113, 2040, 1153, 2069]
tender-table-cell: Construction of Addl. Class Room at Balibandha High School Unit-I under Balibandha G.P. bbox=[954, 2011, 1114, 2040]
tender-table-row bbox=[937, 2069, 1462, 2089]
tender-table-cell: 1747000 bbox=[1153, 1812, 1203, 1832]
tender-table-cell: 1053480 bbox=[1203, 2089, 1258, 2109]
tender-table-cell bbox=[1307, 2011, 1357, 2040]
registration-strip-right bbox=[1428, 2318, 1476, 2327]
tender-table-cell: 6 Calendar Months bbox=[1401, 1971, 1462, 1991]
tender-table-cell: 7 bbox=[937, 1930, 954, 1950]
